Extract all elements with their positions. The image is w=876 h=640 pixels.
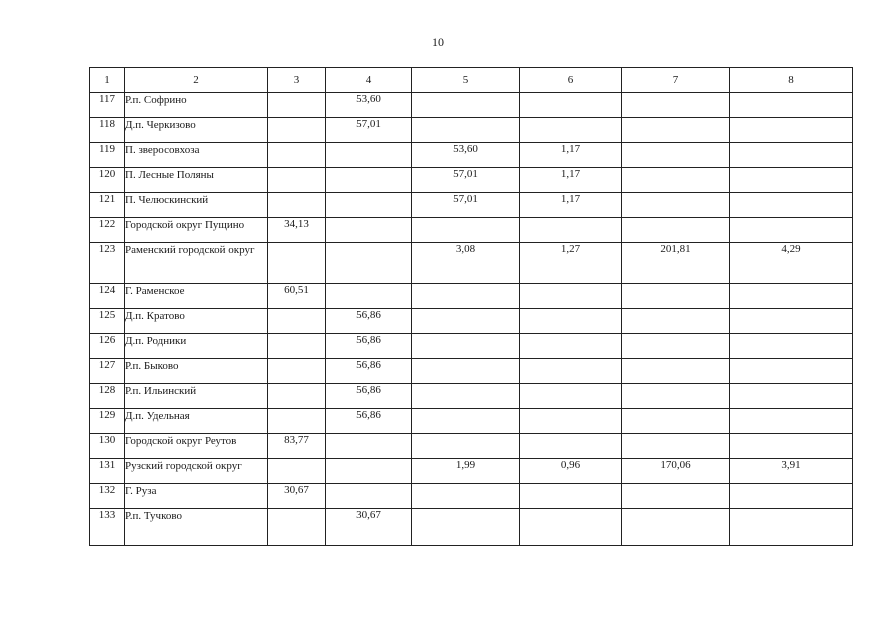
col-3-cell (268, 118, 326, 143)
col-3-cell (268, 359, 326, 384)
table-row (90, 218, 853, 243)
row-number-cell: 129 (90, 409, 125, 434)
locality-name-cell: Д.п. Кратово (125, 309, 268, 334)
col-6-cell (520, 359, 622, 384)
col-4-cell: 56,86 (326, 409, 412, 434)
col-8-cell (730, 93, 853, 118)
col-7-cell (622, 384, 730, 409)
col-6-cell: 0,96 (520, 459, 622, 484)
row-number-cell: 130 (90, 434, 125, 459)
locality-name-cell: Р.п. Ильинский (125, 384, 268, 409)
locality-name-cell: Д.п. Удельная (125, 409, 268, 434)
col-5-cell (412, 93, 520, 118)
col-6-cell (520, 309, 622, 334)
col-4-cell: 53,60 (326, 93, 412, 118)
col-5-cell (412, 384, 520, 409)
row-number-cell: 133 (90, 509, 125, 546)
col-5-cell (412, 484, 520, 509)
col-6-cell (520, 484, 622, 509)
col-7-cell (622, 193, 730, 218)
col-3-cell: 34,13 (268, 218, 326, 243)
col-8-cell (730, 143, 853, 168)
data-table (89, 67, 853, 546)
col-6-cell (520, 509, 622, 546)
col-8-cell (730, 309, 853, 334)
locality-name-cell: Г. Раменское (125, 284, 268, 309)
table-row (90, 384, 853, 409)
table-row (90, 93, 853, 118)
col-6-cell (520, 218, 622, 243)
col-7-cell (622, 218, 730, 243)
locality-name-cell: Городской округ Реутов (125, 434, 268, 459)
row-number-cell: 121 (90, 193, 125, 218)
row-number-cell: 123 (90, 243, 125, 284)
table-row (90, 359, 853, 384)
col-8-cell (730, 193, 853, 218)
col-8-cell: 4,29 (730, 243, 853, 284)
col-4-cell (326, 484, 412, 509)
col-6-cell: 1,27 (520, 243, 622, 284)
page-number: 10 (432, 35, 444, 49)
locality-name-cell: Р.п. Быково (125, 359, 268, 384)
col-4-cell: 56,86 (326, 384, 412, 409)
col-3-cell (268, 509, 326, 546)
col-8-cell (730, 384, 853, 409)
row-number-cell: 124 (90, 284, 125, 309)
col-5-cell (412, 409, 520, 434)
col-6-cell (520, 93, 622, 118)
col-6-cell: 1,17 (520, 168, 622, 193)
col-7-cell (622, 309, 730, 334)
col-3-cell (268, 384, 326, 409)
col-6-cell (520, 384, 622, 409)
col-5-cell (412, 434, 520, 459)
row-number-cell: 118 (90, 118, 125, 143)
locality-name-cell: Р.п. Софрино (125, 93, 268, 118)
col-5-cell (412, 218, 520, 243)
col-3-cell (268, 143, 326, 168)
locality-name-cell: П. Лесные Поляны (125, 168, 268, 193)
locality-name-cell: П. Челюскинский (125, 193, 268, 218)
row-number-cell: 126 (90, 334, 125, 359)
col-7-cell: 170,06 (622, 459, 730, 484)
header-cell-1: 1 (90, 68, 125, 93)
row-number-cell: 131 (90, 459, 125, 484)
row-number-cell: 128 (90, 384, 125, 409)
header-cell-5: 5 (412, 68, 520, 93)
locality-name-cell: Г. Руза (125, 484, 268, 509)
row-number-cell: 127 (90, 359, 125, 384)
col-5-cell: 53,60 (412, 143, 520, 168)
col-4-cell (326, 193, 412, 218)
table-row (90, 434, 853, 459)
col-7-cell: 201,81 (622, 243, 730, 284)
table-row (90, 334, 853, 359)
col-8-cell (730, 168, 853, 193)
header-row (90, 68, 853, 93)
header-cell-7: 7 (622, 68, 730, 93)
col-8-cell: 3,91 (730, 459, 853, 484)
col-3-cell (268, 93, 326, 118)
col-5-cell: 3,08 (412, 243, 520, 284)
col-4-cell: 56,86 (326, 359, 412, 384)
locality-name-cell: Д.п. Родники (125, 334, 268, 359)
col-3-cell (268, 243, 326, 284)
col-3-cell: 83,77 (268, 434, 326, 459)
col-4-cell: 57,01 (326, 118, 412, 143)
col-5-cell: 57,01 (412, 193, 520, 218)
col-7-cell (622, 284, 730, 309)
col-8-cell (730, 334, 853, 359)
col-3-cell (268, 409, 326, 434)
header-cell-6: 6 (520, 68, 622, 93)
col-5-cell (412, 359, 520, 384)
row-number-cell: 125 (90, 309, 125, 334)
col-8-cell (730, 284, 853, 309)
col-8-cell (730, 509, 853, 546)
col-3-cell (268, 168, 326, 193)
col-8-cell (730, 434, 853, 459)
table-row (90, 193, 853, 218)
col-7-cell (622, 434, 730, 459)
col-4-cell: 56,86 (326, 309, 412, 334)
table-row (90, 243, 853, 284)
locality-name-cell: Р.п. Тучково (125, 509, 268, 546)
col-6-cell: 1,17 (520, 143, 622, 168)
col-7-cell (622, 118, 730, 143)
col-3-cell (268, 334, 326, 359)
locality-name-cell: П. зверосовхоза (125, 143, 268, 168)
col-4-cell (326, 284, 412, 309)
col-4-cell (326, 143, 412, 168)
col-3-cell: 60,51 (268, 284, 326, 309)
col-4-cell: 56,86 (326, 334, 412, 359)
col-7-cell (622, 359, 730, 384)
locality-name-cell: Д.п. Черкизово (125, 118, 268, 143)
col-8-cell (730, 218, 853, 243)
locality-name-cell: Раменский городской округ (125, 243, 268, 284)
row-number-cell: 117 (90, 93, 125, 118)
col-5-cell (412, 118, 520, 143)
row-number-cell: 122 (90, 218, 125, 243)
col-4-cell (326, 168, 412, 193)
row-number-cell: 119 (90, 143, 125, 168)
table-row (90, 459, 853, 484)
table-row (90, 484, 853, 509)
table-row (90, 168, 853, 193)
col-7-cell (622, 484, 730, 509)
col-8-cell (730, 118, 853, 143)
row-number-cell: 120 (90, 168, 125, 193)
col-4-cell (326, 434, 412, 459)
col-7-cell (622, 143, 730, 168)
col-4-cell: 30,67 (326, 509, 412, 546)
col-8-cell (730, 409, 853, 434)
col-4-cell (326, 218, 412, 243)
col-8-cell (730, 484, 853, 509)
col-7-cell (622, 334, 730, 359)
col-4-cell (326, 243, 412, 284)
locality-name-cell: Рузский городской округ (125, 459, 268, 484)
col-3-cell (268, 459, 326, 484)
col-4-cell (326, 459, 412, 484)
table-row (90, 509, 853, 546)
col-3-cell (268, 193, 326, 218)
table-body (90, 93, 853, 546)
row-number-cell: 132 (90, 484, 125, 509)
col-6-cell (520, 434, 622, 459)
col-6-cell: 1,17 (520, 193, 622, 218)
col-6-cell (520, 118, 622, 143)
table-row (90, 118, 853, 143)
header-cell-4: 4 (326, 68, 412, 93)
col-8-cell (730, 359, 853, 384)
col-7-cell (622, 168, 730, 193)
table-row (90, 309, 853, 334)
table-row (90, 409, 853, 434)
col-7-cell (622, 409, 730, 434)
col-3-cell: 30,67 (268, 484, 326, 509)
col-5-cell (412, 284, 520, 309)
col-7-cell (622, 509, 730, 546)
col-5-cell (412, 309, 520, 334)
col-5-cell (412, 334, 520, 359)
col-6-cell (520, 409, 622, 434)
col-3-cell (268, 309, 326, 334)
col-5-cell: 1,99 (412, 459, 520, 484)
col-5-cell: 57,01 (412, 168, 520, 193)
locality-name-cell: Городской округ Пущино (125, 218, 268, 243)
table-row (90, 284, 853, 309)
header-cell-3: 3 (268, 68, 326, 93)
col-7-cell (622, 93, 730, 118)
col-6-cell (520, 334, 622, 359)
col-5-cell (412, 509, 520, 546)
header-cell-8: 8 (730, 68, 853, 93)
header-cell-2: 2 (125, 68, 268, 93)
col-6-cell (520, 284, 622, 309)
table-row (90, 143, 853, 168)
